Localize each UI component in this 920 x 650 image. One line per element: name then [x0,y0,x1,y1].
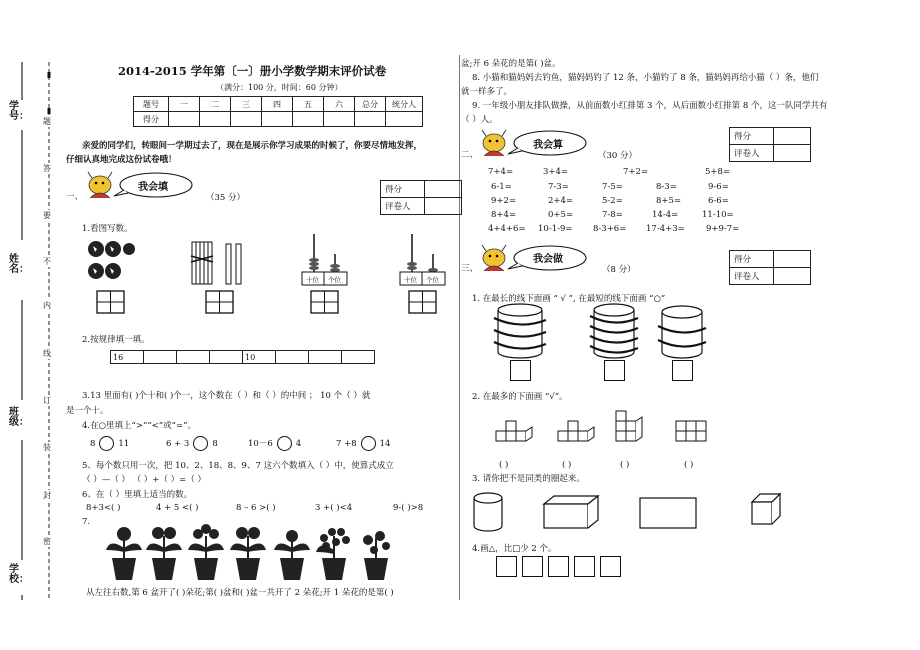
calc-item: 11-10= [702,210,734,220]
answer-blank[interactable]: ( ) [562,460,572,470]
question-3: 3. 请你把不是同类的圈起来。 [472,474,585,484]
section-banner: 我会算 [533,140,563,151]
calc-item: 7-5= [602,182,623,192]
compare-circle[interactable] [361,436,376,451]
seq-blank[interactable] [210,351,243,364]
shapes-row [470,490,820,534]
grader-box: 得分 评卷人 [729,127,811,162]
calc-item: 7-8= [602,210,623,220]
question-8: 8. 小猫和猫妈妈去钓鱼，猫妈妈钓了 12 条，小猫钓了 8 条，猫妈妈再给小猫（ ）条，他们 [472,73,819,83]
compare-item: 6 + 3 8 [166,436,218,451]
student-no-label: 学号： [9,101,29,122]
score-cell[interactable] [262,112,293,127]
calc-item: 7+2= [623,167,649,177]
seal-char: 要 [43,211,51,220]
calc-item: 7+4= [488,167,514,177]
fill-item: 3 +( )<4 [315,503,353,513]
calc-item: 8-3+6= [593,224,627,234]
square-box [574,556,595,577]
abacus-label: 十位 [306,276,319,284]
seq-blank[interactable] [309,351,342,364]
compare-circle[interactable] [193,436,208,451]
seq-blank[interactable] [276,351,309,364]
seal-char: 答 [43,164,51,173]
peach-icon [86,238,136,286]
sequence-table: 16 10 [110,350,375,364]
score-cell[interactable] [324,112,355,127]
sticks-bundle-icon [190,240,246,286]
calc-item: 9+2= [491,196,517,206]
square-box [600,556,621,577]
fill-item: 8+3<( ) [86,503,121,513]
question-7-text: 从左往右数,第 6 盆开了( )朵花;第( )盆和( )盆一共开了 2 朵花;开 1 朵花的是第( ) [86,588,394,598]
score-table: 题号 一 二 三 四 五 六 总分 统分人 得分 [133,96,423,127]
grader-box: 得分 评卷人 [380,180,462,215]
seal-char: 密 [43,537,51,546]
seq-blank[interactable] [342,351,375,364]
calc-item: 6-1= [491,182,512,192]
section-banner: 我会做 [533,254,563,265]
compare-circle[interactable] [277,436,292,451]
calc-item: 6-6= [708,196,729,206]
question-2: 2. 在最多的下面画 “√”。 [472,392,568,402]
seq-blank[interactable] [144,351,177,364]
section-number: 一、 [66,192,84,202]
square-box [548,556,569,577]
score-cell[interactable] [355,112,386,127]
binding-lines [0,0,80,650]
section-points: （30 分） [598,151,638,161]
calc-item: 5+8= [705,167,731,177]
fill-item: 8 – 6 >( ) [236,503,276,513]
wrapped-cylinders [490,300,710,360]
question-9: 9. 一年级小朋友排队做操，从前面数小红排第 3 个，从后面数小红排第 8 个，这一队同学共有 [472,101,828,111]
greeting: 仔细认真地完成这份试卷哦！ [66,155,177,165]
section-number: 二、 [461,150,479,160]
question-3: 3.13 里面有( )个十和( )个一，这个数在（ ）和（ ）的中间 ； 10 个（ ）就 [82,391,371,401]
question-8-cont: 就一样多了。 [461,87,513,97]
compare-item: 10－6 4 [248,436,301,451]
abacus-label: 十位 [404,276,417,284]
question-9-cont: （ ）人。 [461,115,498,125]
school-label: 学校： [9,564,29,585]
answer-box[interactable] [205,290,235,315]
score-cell[interactable] [200,112,231,127]
calc-item: 10-1-9= [538,224,573,234]
exam-subtitle: （满分：100 分，时间：60 分钟） [216,83,343,92]
section-points: （8 分） [602,265,636,275]
calc-item: 8+5= [656,196,682,206]
greeting: 亲爱的同学们，转眼间一学期过去了，现在是展示你学习成果的时候了，你要尽情地发挥， [82,141,423,151]
section-number: 三、 [461,264,479,274]
answer-blank[interactable]: ( ) [684,460,694,470]
answer-blank[interactable]: ( ) [620,460,630,470]
compare-item: 7 +8 14 [336,436,390,451]
seq-blank[interactable] [177,351,210,364]
grader-box: 得分 评卷人 [729,250,811,285]
seal-char: 封 [43,491,51,500]
answer-box[interactable] [96,290,126,315]
cube-stacks [492,405,712,447]
calc-item: 8-3= [656,182,677,192]
abacus-label: 个位 [328,276,341,284]
score-cell[interactable] [231,112,262,127]
page-title: 2014-2015 学年第〔一〕册小学数学期末评价试卷 [118,64,387,78]
calc-item: 17-4+3= [646,224,685,234]
question-7-cont: 盆;开 6 朵花的是第( )盆。 [461,59,561,69]
calc-item: 3+4= [543,167,569,177]
question-5-equation: （ ）—（ ） （ ）+（ ）=（ ） [82,475,206,485]
seal-char: 不 [43,257,51,266]
calc-item: 9-6= [708,182,729,192]
fill-item: 4 + 5 <( ) [156,503,199,513]
question-6: 6、在（ ）里填上适当的数。 [82,490,193,500]
calc-item: 9+9-7= [706,224,740,234]
question-1: 1.看图写数。 [82,224,133,234]
question-1: 1. 在最长的线下面画 “ √ ”, 在最短的线下面画 “○” [472,294,666,304]
compare-item: 8 11 [90,436,129,451]
question-5: 5、每个数只用一次，把 10、2、18、8、9、7 这六个数填入（ ）中，使算式成立 [82,461,394,471]
section-points: （35 分） [206,193,246,203]
column-divider [459,55,460,600]
seal-char: 题 [43,117,51,126]
section-banner: 我会填 [138,182,168,193]
question-7: 7. [82,517,91,527]
calc-item: 5-2= [602,196,623,206]
seal-char: 装 [43,443,51,452]
question-2: 2.按规律填一填。 [82,335,150,345]
calc-item: 7-3= [548,182,569,192]
calc-item: 4+4+6= [488,224,526,234]
compare-circle[interactable] [99,436,114,451]
fill-item: 9-( )>8 [393,503,424,513]
question-4: 4.画△，比□少 2 个。 [472,544,557,554]
score-cell[interactable] [386,112,423,127]
answer-box[interactable] [672,360,693,381]
seal-char: 线 [43,349,51,358]
score-cell[interactable] [169,112,200,127]
answer-box[interactable] [310,290,340,315]
question-4: 4.在○里填上“>”“<”或“=”。 [82,421,196,431]
flower-pots-row [104,524,404,582]
question-3-cont: 是一个十。 [66,406,109,416]
class-label: 班级： [9,407,29,428]
calc-item: 14-4= [652,210,679,220]
seal-char: 订 [43,396,51,405]
square-box [496,556,517,577]
score-cell[interactable] [293,112,324,127]
square-box [522,556,543,577]
calc-item: 2+4= [548,196,574,206]
answer-box[interactable] [408,290,438,315]
abacus-label: 个位 [426,276,439,284]
seal-char: 内 [43,301,51,310]
answer-box[interactable] [604,360,625,381]
answer-box[interactable] [510,360,531,381]
calc-item: 0+5= [548,210,574,220]
calc-item: 8+4= [491,210,517,220]
name-label: 姓名： [9,254,29,275]
answer-blank[interactable]: ( ) [499,460,509,470]
